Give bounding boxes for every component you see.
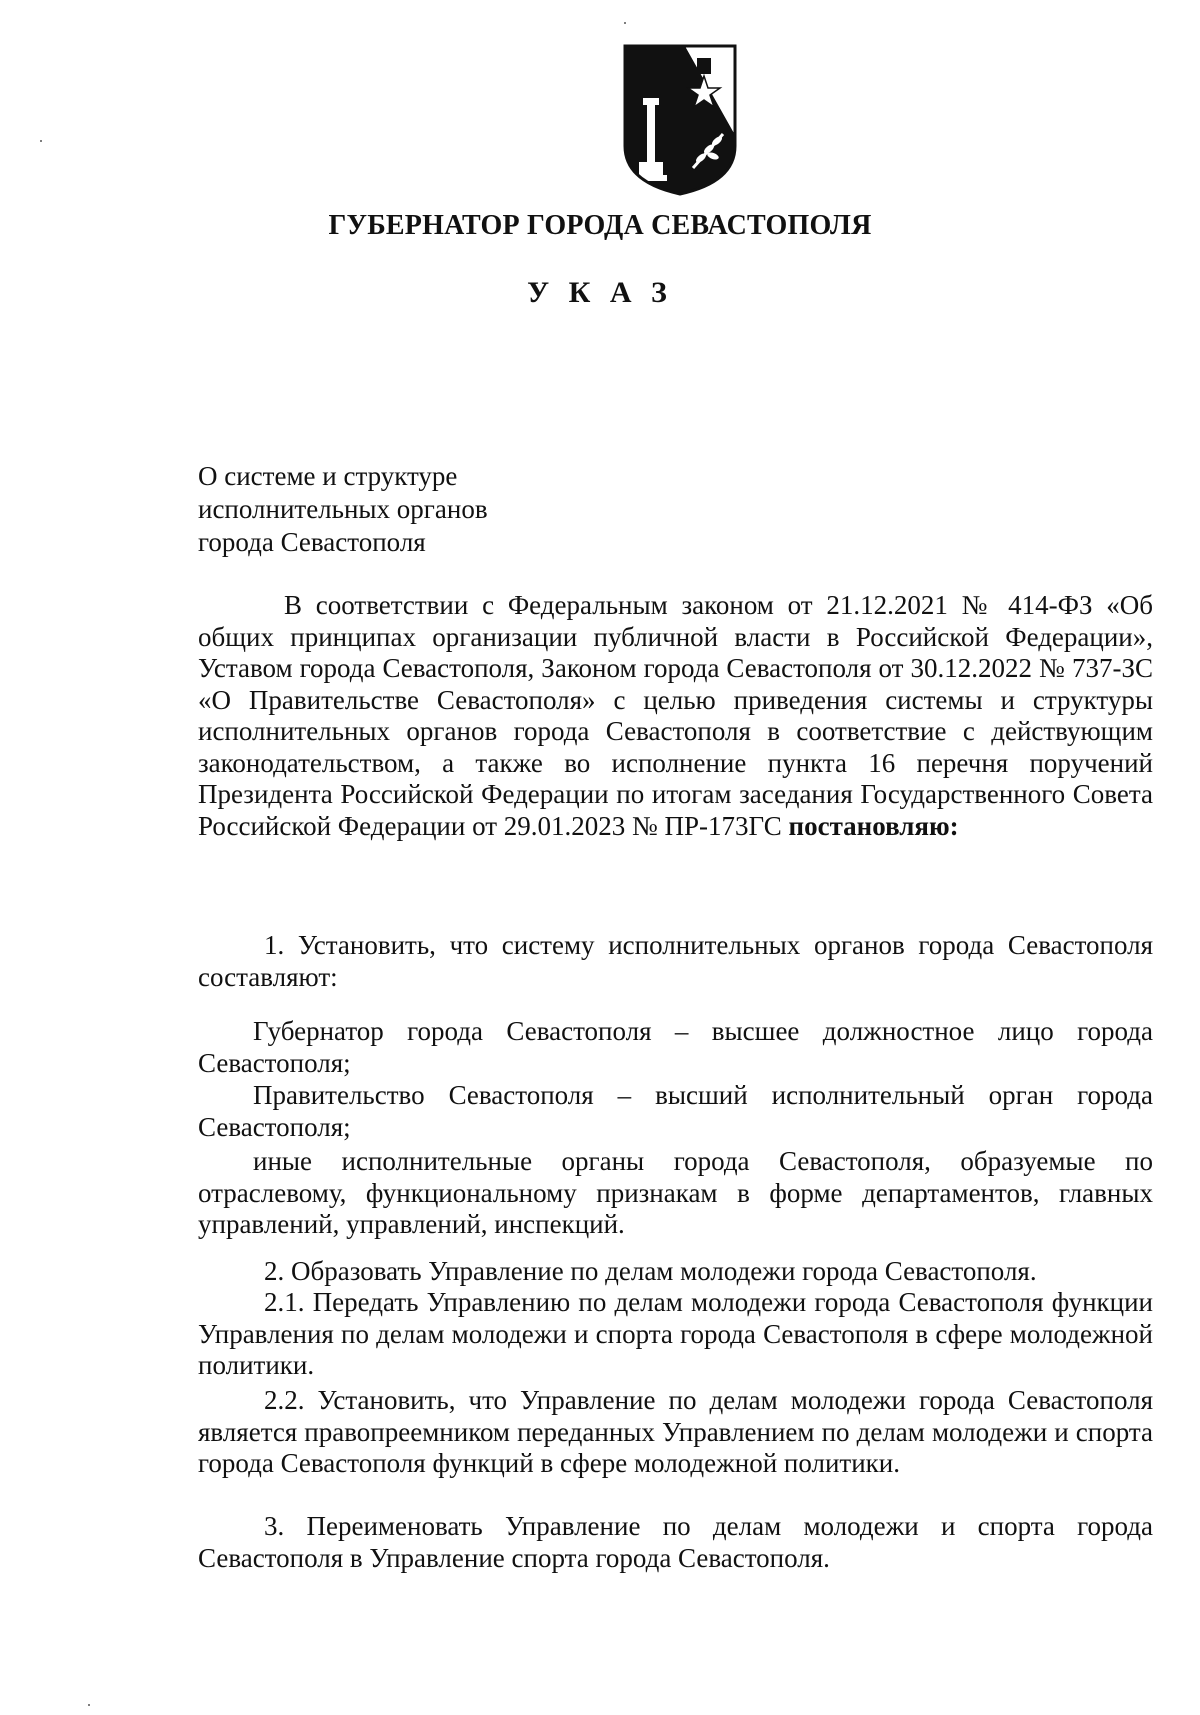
preamble-paragraph — [198, 590, 1153, 842]
item-2-2-paragraph: 2.2. Установить, что Управление по делам молодежи города Севастополя является правопреемником переданных Управлением по делам молодежи и спорта города Севастополя функций в сфере молодежной политики. — [198, 1385, 1153, 1478]
sevastopol-coat-of-arms-icon — [621, 42, 739, 198]
document-type-heading: У К А З — [527, 276, 673, 309]
item-2-1-paragraph: 2.1. Передать Управлению по делам молодежи города Севастополя функции Управления по делам молодежи и спорта города Севастополя в сфере молодежной политики. — [198, 1287, 1153, 1380]
decree-subject-line: О системе и структуре — [198, 461, 458, 491]
decree-subject — [198, 460, 718, 559]
item-1-paragraph: 1. Установить, что систему исполнительных органов города Севастополя составляют: — [198, 930, 1153, 992]
item-1-government-paragraph: Правительство Севастополя – высший исполнительный орган города Севастополя; — [198, 1080, 1153, 1142]
scan-speck — [40, 140, 42, 142]
decree-word: постановляю: — [788, 810, 959, 841]
item-1-governor-paragraph: Губернатор города Севастополя – высшее должностное лицо города Севастополя; — [198, 1016, 1153, 1078]
item-1-other-organs-paragraph: иные исполнительные органы города Севастополя, образуемые по отраслевому, функциональному признакам в форме департаментов, главных управлений, управлений, инспекций. — [198, 1146, 1153, 1239]
preamble-text: В соответствии с Федеральным законом от 21.12.2021 № 414-ФЗ «Об общих принципах организации публичной власти в Российской Федерации», Уставом города Севастополя, Законом города Севастополя от 30.12.2022 № 737-ЗС «О Правительстве Севастополя» с целью приведения системы и структуры исполнительных органов города Севастополя в соответствие с действующим законодательством, а также во исполнение пункта 16 перечня поручений Президента Российской Федерации по итогам заседания Государственного Совета Российской Федерации от 29.01.2023 № ПР-173ГС — [198, 590, 1153, 841]
decree-subject-line: исполнительных органов — [198, 494, 488, 524]
item-3-paragraph: 3. Переименовать Управление по делам молодежи и спорта города Севастополя в Управление спорта города Севастополя. — [198, 1511, 1153, 1573]
issuing-authority-heading: ГУБЕРНАТОР ГОРОДА СЕВАСТОПОЛЯ — [328, 210, 872, 241]
decree-subject-line: города Севастополя — [198, 527, 426, 557]
item-2-paragraph: 2. Образовать Управление по делам молодежи города Севастополя. — [264, 1256, 1037, 1286]
scan-speck — [88, 1704, 90, 1706]
scan-speck — [624, 22, 626, 24]
